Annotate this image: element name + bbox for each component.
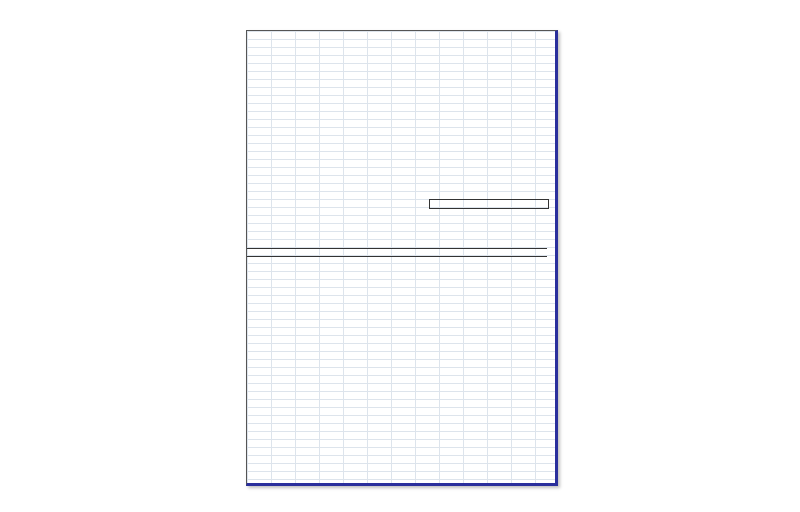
repayment-chart [251,365,551,481]
print-preview-sheet [246,30,558,486]
expenses-total-row [429,199,549,209]
loan-total-row [247,248,547,257]
